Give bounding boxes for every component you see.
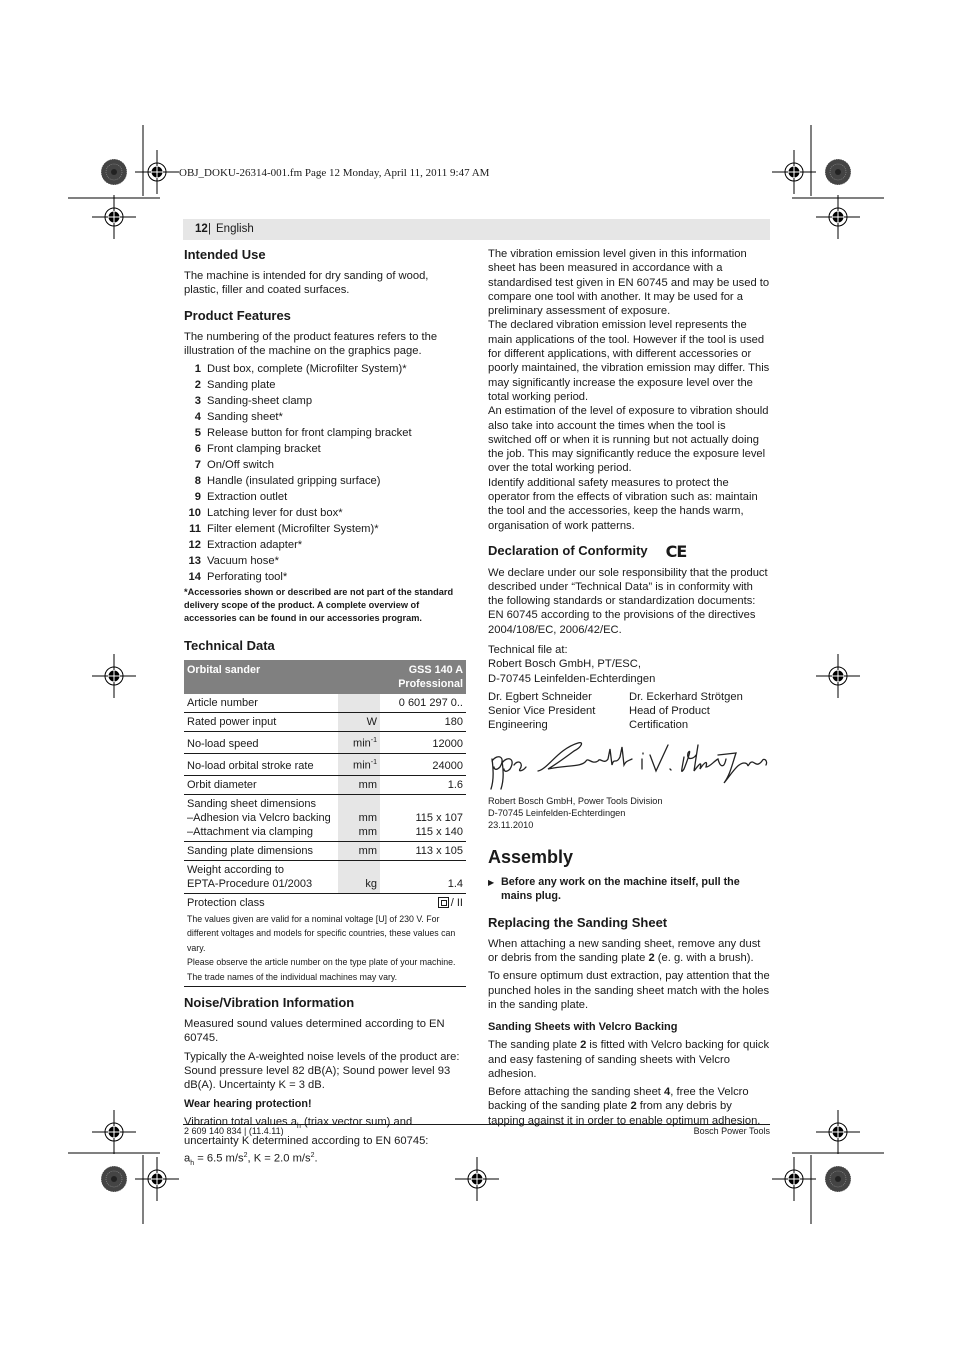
vib-val-d: . bbox=[314, 1152, 318, 1165]
tech-sheet-unit1: mm bbox=[358, 811, 377, 824]
tech-header-model bbox=[380, 660, 466, 694]
tech-row-sanding-sheet bbox=[184, 794, 466, 841]
feature-label: Dust box, complete (Microfilter System)* bbox=[207, 363, 407, 376]
product-features-intro: The numbering of the product features refers to the illustration of the machine on the graphics page. bbox=[184, 330, 438, 357]
signatory-1 bbox=[488, 690, 629, 733]
replacing-p1-a: When attaching a new sanding sheet, remove any dust or debris from the sanding plate bbox=[488, 937, 761, 965]
tech-row-unit bbox=[338, 775, 380, 794]
feature-number: 13 bbox=[188, 555, 201, 567]
signatory-1-title1: Senior Vice President bbox=[488, 705, 596, 718]
product-features-list bbox=[184, 362, 466, 584]
tech-row-value: 180 bbox=[380, 713, 466, 732]
tech-weight-label2: EPTA-Procedure 01/2003 bbox=[187, 877, 313, 890]
tech-row bbox=[184, 775, 466, 794]
footer-brand: Bosch Power Tools bbox=[693, 1126, 770, 1136]
tech-file-line1: Technical file at: bbox=[488, 643, 568, 656]
tech-row-weight bbox=[184, 860, 466, 893]
technical-data-table bbox=[184, 660, 466, 911]
tech-row-unit bbox=[338, 713, 380, 732]
page-header-separator: | bbox=[208, 223, 211, 235]
vibration-para-1: The vibration emission level given in this information sheet has been measured in accordance with a standardised test given in EN 60745 and may be used to compare one tool with another. It may be used for a preliminary assessment of exposure. bbox=[488, 248, 770, 318]
ce-mark-icon: CE bbox=[665, 541, 687, 561]
vib-val-sup2: 2 bbox=[310, 1151, 315, 1159]
velcro-p2-a: Before attaching the sanding sheet bbox=[488, 1086, 665, 1099]
tech-unit-text: min bbox=[353, 737, 371, 750]
tech-row bbox=[184, 713, 466, 732]
technical-data-body bbox=[184, 694, 466, 911]
tech-unit-text: min bbox=[353, 759, 371, 772]
tech-sheet-value1: 115 x 107 bbox=[415, 811, 463, 824]
feature-label: Latching lever for dust box* bbox=[207, 507, 343, 520]
feature-number: 3 bbox=[194, 395, 201, 408]
feature-number: 1 bbox=[194, 363, 201, 376]
tech-header-product: Orbital sander bbox=[184, 660, 380, 694]
footer-doc-number: 2 609 140 834 | (11.4.11) bbox=[184, 1126, 284, 1136]
velcro-p2-num1: 4 bbox=[664, 1086, 671, 1099]
feature-item bbox=[184, 442, 466, 456]
mains-plug-warning-text: Before any work on the machine itself, pull the mains plug. bbox=[501, 875, 740, 903]
feature-label: Front clamping bracket bbox=[207, 443, 321, 456]
tech-row-value: 24000 bbox=[380, 753, 466, 775]
tech-row-protection bbox=[184, 893, 466, 912]
replacing-para-1 bbox=[488, 937, 770, 966]
page-language: English bbox=[216, 223, 254, 235]
company-line1: Robert Bosch GmbH, Power Tools Division bbox=[488, 795, 663, 806]
vib-val-sup1: 2 bbox=[243, 1151, 248, 1159]
noise-heading: Noise/Vibration Information bbox=[184, 995, 355, 1011]
feature-number: 5 bbox=[194, 427, 201, 440]
velcro-p2-c: from any debris by tapping against it in order to enable optimum adhesion. bbox=[488, 1100, 761, 1127]
declaration-heading bbox=[488, 543, 770, 560]
feature-label: Extraction outlet bbox=[207, 491, 288, 504]
signatory-2 bbox=[629, 690, 770, 733]
tech-row-unit bbox=[338, 732, 380, 754]
tech-row-label: Protection class bbox=[187, 896, 265, 909]
signatures-graphic bbox=[488, 739, 770, 793]
noise-measured: Measured sound values determined according to EN 60745. bbox=[184, 1018, 445, 1045]
tech-row-value: 0 601 297 0.. bbox=[380, 694, 466, 713]
replacing-p1-b: (e. g. with a brush). bbox=[654, 952, 754, 965]
signatories bbox=[488, 690, 770, 733]
declaration-date: 23.11.2010 bbox=[488, 819, 534, 830]
feature-item bbox=[184, 570, 466, 584]
vibration-para-2: The declared vibration emission level represents the main applications of the tool. However if the tool is used for different applications, with different accessories or poorly maintained, the vibration emission may differ. This may significantly increase the exposure level over the total working period. bbox=[488, 319, 770, 403]
vib-val-b: = 6.5 m/s bbox=[194, 1152, 244, 1165]
feature-label: Extraction adapter* bbox=[207, 539, 303, 552]
tech-row-unit bbox=[338, 794, 380, 841]
handwritten-signatures bbox=[488, 739, 770, 793]
feature-item bbox=[184, 490, 466, 504]
tech-sheet-value2: 115 x 140 bbox=[415, 825, 463, 838]
velcro-p1-b: is fitted with Velcro backing for quick and easy fastening of sanding sheets with Velcro adhesion. bbox=[488, 1039, 770, 1080]
tech-row-value bbox=[380, 893, 466, 912]
velcro-p1-a: The sanding plate bbox=[488, 1039, 581, 1052]
feature-item bbox=[184, 506, 466, 520]
feature-label: Vacuum hose* bbox=[207, 555, 279, 567]
tech-row-label: No-load orbital stroke rate bbox=[184, 753, 338, 775]
noise-levels: Typically the A-weighted noise levels of the product are: Sound pressure level 82 dB(A); Sound power level 93 dB(A). Uncertainty K = 3 dB. bbox=[184, 1050, 460, 1092]
vib-sub: h bbox=[296, 1123, 301, 1131]
technical-data-notes bbox=[184, 912, 466, 988]
velcro-p1-num: 2 bbox=[580, 1039, 587, 1052]
velcro-para-2 bbox=[488, 1085, 770, 1128]
page-number: 12 bbox=[195, 223, 208, 235]
feature-number: 7 bbox=[194, 459, 201, 472]
replacing-para-2: To ensure optimum dust extraction, pay attention that the punched holes in the sanding sheet match with the holes in the sanding plate. bbox=[488, 970, 770, 1011]
tech-row-unit: kg bbox=[338, 860, 380, 893]
tech-note-voltage: The values given are valid for a nominal voltage [U] of 230 V. For different voltages and models for specific countries, these values can vary. bbox=[187, 913, 456, 953]
tech-row-value: 12000 bbox=[380, 732, 466, 754]
tech-row-value bbox=[380, 794, 466, 841]
feature-item bbox=[184, 554, 466, 568]
signatory-2-title2: Certification bbox=[629, 719, 689, 732]
declaration-text: We declare under our sole responsibility that the product described under “Technical Data” is in conformity with the following standards or standardization documents: EN 60745 according to the provisions of the directives 2004/108/EC, 2006/42/EC. bbox=[488, 566, 768, 636]
tech-row-label: Article number bbox=[184, 694, 338, 713]
tech-unit-text: mm bbox=[358, 778, 377, 791]
tech-row bbox=[184, 753, 466, 775]
protection-class-icon bbox=[438, 897, 449, 908]
feature-label: On/Off switch bbox=[207, 459, 274, 472]
vib-text-a: Vibration total values a bbox=[184, 1115, 297, 1128]
feature-number: 6 bbox=[194, 443, 201, 456]
feature-label: Perforating tool* bbox=[207, 570, 288, 583]
feature-number: 9 bbox=[194, 491, 201, 504]
tech-sheet-sub1: –Adhesion via Velcro backing bbox=[187, 811, 331, 824]
tech-sheet-unit2: mm bbox=[358, 825, 377, 838]
tech-row-label: Orbit diameter bbox=[184, 775, 338, 794]
feature-item bbox=[184, 474, 466, 488]
company-line2: D-70745 Leinfelden-Echterdingen bbox=[488, 807, 626, 818]
feature-item bbox=[184, 538, 466, 552]
page-header-bar bbox=[183, 219, 770, 240]
vib-val-c: , K = 2.0 m/s bbox=[247, 1152, 311, 1165]
vibration-para-4: Identify additional safety measures to protect the operator from the effects of vibration such as: maintain the tool and the accessories, keep the hands warm, organisation of work patterns. bbox=[488, 476, 758, 532]
feature-item bbox=[184, 410, 466, 424]
company-info bbox=[488, 795, 770, 831]
tech-header-model-line: Professional bbox=[398, 678, 463, 691]
vibration-values bbox=[184, 1149, 466, 1171]
feature-number: 14 bbox=[188, 570, 201, 583]
feature-item bbox=[184, 426, 466, 440]
technical-file bbox=[488, 643, 770, 686]
vib-val-a: a bbox=[184, 1152, 191, 1165]
tech-row-unit bbox=[338, 753, 380, 775]
tech-row-label: Sanding plate dimensions bbox=[184, 841, 338, 860]
assembly-heading: Assembly bbox=[488, 846, 574, 867]
velcro-p2-num2: 2 bbox=[630, 1100, 637, 1113]
tech-note-article: Please observe the article number on the type plate of your machine. The trade names of the individual machines may vary. bbox=[187, 957, 456, 982]
technical-data-heading: Technical Data bbox=[184, 638, 275, 654]
tech-row-value: 113 x 105 bbox=[380, 841, 466, 860]
feature-number: 10 bbox=[188, 507, 201, 520]
tech-file-line2: Robert Bosch GmbH, PT/ESC, bbox=[488, 658, 641, 671]
tech-sheet-sub2: –Attachment via clamping bbox=[187, 825, 313, 838]
declaration-title: Declaration of Conformity bbox=[488, 542, 648, 558]
feature-item bbox=[184, 522, 466, 536]
signatory-2-title1: Head of Product bbox=[629, 705, 710, 718]
tech-row-label: Rated power input bbox=[184, 713, 338, 732]
tech-protection-value: / II bbox=[450, 896, 463, 909]
feature-item bbox=[184, 458, 466, 472]
feature-label: Filter element (Microfilter System)* bbox=[207, 523, 379, 536]
feature-label: Sanding-sheet clamp bbox=[207, 395, 313, 408]
intended-use-heading: Intended Use bbox=[184, 247, 266, 262]
accessories-note: *Accessories shown or described are not part of the standard delivery scope of the product. A complete overview of accessories can be found in our accessories program. bbox=[184, 587, 454, 624]
tech-row-value: 1.6 bbox=[380, 775, 466, 794]
replacing-sheet-heading: Replacing the Sanding Sheet bbox=[488, 914, 668, 930]
tech-header-model-name: GSS 140 A bbox=[408, 664, 463, 677]
signatory-2-name: Dr. Eckerhard Strötgen bbox=[629, 690, 743, 703]
intended-use-text: The machine is intended for dry sanding of wood, plastic, filler and coated surfaces. bbox=[184, 270, 429, 297]
feature-item bbox=[184, 362, 466, 376]
feature-number: 12 bbox=[188, 539, 201, 552]
product-features-heading: Product Features bbox=[184, 307, 291, 323]
hearing-warning: Wear hearing protection! bbox=[184, 1097, 312, 1110]
signatory-1-name: Dr. Egbert Schneider bbox=[488, 690, 592, 703]
feature-item bbox=[184, 378, 466, 392]
tech-unit-text: W bbox=[366, 716, 377, 729]
tech-unit-exponent: -1 bbox=[370, 758, 377, 766]
tech-row-label: No-load speed bbox=[184, 732, 338, 754]
left-column bbox=[184, 247, 466, 1175]
replacing-p1-num: 2 bbox=[648, 952, 655, 965]
feature-item bbox=[184, 394, 466, 408]
velcro-heading: Sanding Sheets with Velcro Backing bbox=[488, 1021, 678, 1034]
tech-row bbox=[184, 694, 466, 713]
file-header: OBJ_DOKU-26314-001.fm Page 12 Monday, April 11, 2011 9:47 AM bbox=[179, 167, 490, 179]
tech-weight-label1: Weight according to bbox=[187, 863, 285, 876]
tech-file-line3: D-70745 Leinfelden-Echterdingen bbox=[488, 672, 656, 685]
mains-plug-warning bbox=[488, 875, 770, 904]
signatory-1-title2: Engineering bbox=[488, 719, 548, 732]
tech-row-unit bbox=[338, 694, 380, 713]
tech-row-plate bbox=[184, 841, 466, 860]
tech-row-label bbox=[184, 860, 338, 893]
feature-label: Handle (insulated gripping surface) bbox=[207, 475, 381, 488]
velcro-para-1 bbox=[488, 1038, 770, 1081]
tech-row bbox=[184, 732, 466, 754]
feature-label: Release button for front clamping bracket bbox=[207, 427, 412, 440]
velcro-p2-b: , free the Velcro backing of the sanding plate bbox=[488, 1086, 749, 1113]
vib-text-b: (triax vector sum) and uncertainty K determined according to EN 60745: bbox=[184, 1115, 429, 1148]
tech-row-unit: mm bbox=[338, 841, 380, 860]
tech-unit-exponent: -1 bbox=[370, 737, 377, 745]
feature-number: 8 bbox=[194, 475, 201, 488]
feature-label: Sanding plate bbox=[207, 379, 276, 392]
tech-row-label bbox=[184, 794, 338, 841]
right-column bbox=[488, 247, 770, 1132]
tech-row-value: 1.4 bbox=[380, 860, 466, 893]
feature-number: 11 bbox=[189, 523, 201, 536]
feature-number: 2 bbox=[194, 379, 201, 392]
feature-label: Sanding sheet* bbox=[207, 411, 283, 424]
feature-number: 4 bbox=[194, 411, 201, 424]
vib-val-sub: h bbox=[190, 1159, 195, 1167]
footer-rule bbox=[183, 1124, 770, 1125]
technical-data-header-row bbox=[184, 660, 466, 694]
tech-sheet-label: Sanding sheet dimensions bbox=[187, 797, 317, 810]
triangle-bullet-icon: ▶ bbox=[488, 877, 495, 887]
vibration-para-3: An estimation of the level of exposure to vibration should also take into account the times when the tool is switched off or when it is running but not actually doing the job. This may significantly reduce the exposure level over the total working period. bbox=[488, 405, 769, 475]
